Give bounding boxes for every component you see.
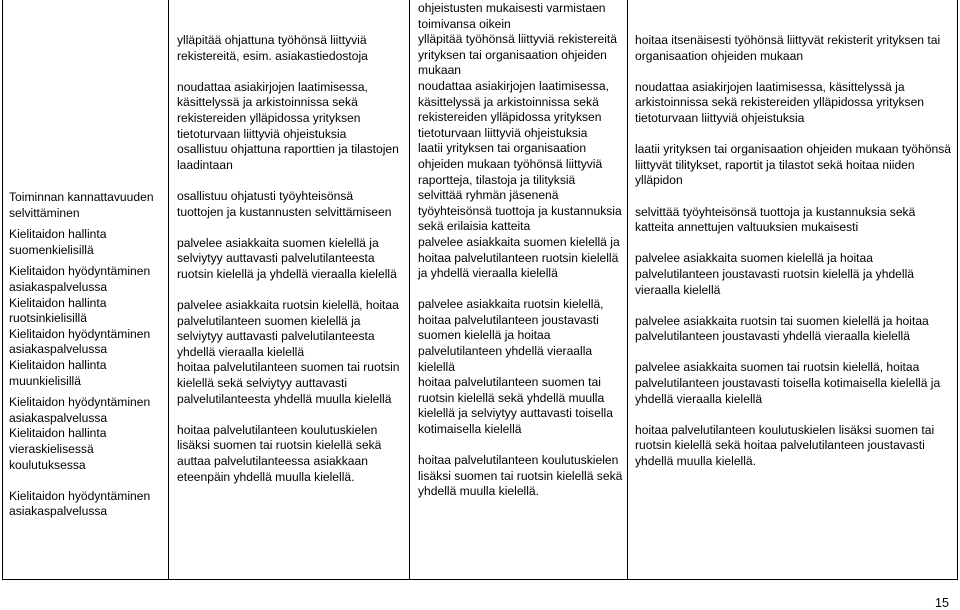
criterion-text: hoitaa palvelutilanteen koulutuskielen lisäksi suomen tai ruotsin kielellä sekä hoitaa palvelutilanteen joustavasti yhdellä muulla kielellä. xyxy=(635,422,935,469)
criterion-text: noudattaa asiakirjojen laatimisessa, käsittelyssä ja arkistoinnissa sekä rekistereiden ylläpidossa yrityksen tietoturvaan liittyviä ohjeistuksia xyxy=(177,79,368,141)
page-number: 15 xyxy=(935,596,949,610)
criterion-text: palvelee asiakkaita suomen tai ruotsin kielellä, hoitaa palvelutilanteen joustavasti toisella kotimaisella kielellä ja yhdellä vieraalla kielellä xyxy=(635,360,941,406)
column-divider xyxy=(409,0,410,579)
level-3-column xyxy=(635,33,957,470)
criterion-text: laatii yrityksen tai organisaation ohjeiden mukaan työhönsä liittyvät tilitykset, raportit ja tilastot sekä hoitaa niiden ylläpidon xyxy=(635,142,951,188)
column-divider xyxy=(627,0,628,579)
criterion-text: palvelee asiakkaita ruotsin tai suomen kielellä ja hoitaa palvelutilanteen joustavasti yhdellä vieraalla kielellä xyxy=(635,313,929,344)
criterion-text: hoitaa palvelutilanteen koulutuskielen lisäksi suomen tai ruotsin kielellä sekä yhdellä muulla kielellä. xyxy=(418,453,623,499)
target-language-foreign-education: Kielitaidon hallinta vieraskielisessä koulutuksessa xyxy=(9,426,107,472)
target-language-use: Kielitaidon hyödyntäminen asiakaspalvelussa xyxy=(9,395,151,425)
criterion-text: noudattaa asiakirjojen laatimisessa, käsittelyssä ja arkistoinnissa sekä rekistereiden ylläpidossa yrityksen tietoturvaan liittyviä ohjeistuksia xyxy=(635,79,925,125)
criterion-text: palvelee asiakkaita ruotsin kielellä, hoitaa palvelutilanteen suomen kielellä ja selviytyy auttavasti palvelutilanteesta yhdellä vieraalla kielellä xyxy=(177,298,399,359)
target-language-use: Kielitaidon hyödyntäminen asiakaspalvelussa xyxy=(9,488,151,519)
criterion-text: hoitaa palvelutilanteen suomen tai ruotsin kielellä sekä selviytyy auttavasti palvelutilanteesta yhdellä muulla kielellä xyxy=(177,360,400,406)
target-language-use: Kielitaidon hyödyntäminen asiakaspalvelussa xyxy=(9,326,151,357)
column-divider xyxy=(168,0,169,579)
criterion-text: palvelee asiakkaita suomen kielellä ja hoitaa palvelutilanteen joustavasti ruotsin kielellä ja yhdellä vieraalla kielellä xyxy=(635,251,914,297)
criterion-text: selvittää työyhteisönsä tuottoja ja kustannuksia sekä katteita annettujen valtuuksien mukaisesti xyxy=(635,204,916,235)
target-language-swedish: Kielitaidon hallinta ruotsinkielisillä xyxy=(9,295,107,326)
criterion-text: ohjeistusten mukaisesti varmistaen toimivansa oikein xyxy=(418,1,606,31)
target-profitability: Toiminnan kannattavuuden selvittäminen xyxy=(9,190,154,220)
criterion-text: palvelee asiakkaita ruotsin kielellä, hoitaa palvelutilanteen joustavasti suomen kielellä ja hoitaa palvelutilanteen yhdellä vieraalla kielellä xyxy=(418,297,604,374)
criterion-text: selvittää ryhmän jäsenenä työyhteisönsä tuottoja ja kustannuksia sekä erilaisia katteita xyxy=(418,188,622,234)
criterion-text: noudattaa asiakirjojen laatimisessa, käsittelyssä ja arkistoinnissa sekä rekistereiden ylläpidossa yrityksen tietoturvaan liittyviä ohjeistuksia xyxy=(418,78,609,140)
level-2-column xyxy=(418,1,623,500)
criterion-text: palvelee asiakkaita suomen kielellä ja selviytyy auttavasti palvelutilanteesta ruotsin kielellä ja yhdellä vieraalla kielellä xyxy=(177,235,397,281)
assessment-targets-column xyxy=(9,190,159,520)
criterion-text: osallistuu ohjatusti työyhteisönsä tuottojen ja kustannusten selvittämiseen xyxy=(177,188,392,219)
criterion-text: hoitaa palvelutilanteen koulutuskielen lisäksi suomen tai ruotsin kielellä sekä auttaa palvelutilanteessa asiakkaan eteenpäin yhdellä muulla kielellä. xyxy=(177,422,382,484)
criterion-text: hoitaa itsenäisesti työhönsä liittyvät rekisterit yrityksen tai organisaation ohjeiden mukaan xyxy=(635,33,941,63)
criterion-text: hoitaa palvelutilanteen suomen tai ruotsin kielellä sekä yhdellä muulla kielellä ja selviytyy auttavasti toisella kotimaisella kielellä xyxy=(418,375,613,437)
criterion-text: osallistuu ohjattuna raporttien ja tilastojen laadintaan xyxy=(177,142,399,172)
criterion-text: palvelee asiakkaita suomen kielellä ja hoitaa palvelutilanteen ruotsin kielellä ja yhdellä vieraalla kielellä xyxy=(418,234,620,281)
criterion-text: laatii yrityksen tai organisaation ohjeiden mukaan työhönsä liittyviä raportteja, tilastoja ja tilityksiä xyxy=(418,141,603,187)
target-language-use: Kielitaidon hyödyntäminen asiakaspalvelussa xyxy=(9,264,151,294)
criterion-text: ylläpitää työhönsä liittyviä rekistereitä yrityksen tai organisaation ohjeiden mukaan xyxy=(418,32,617,78)
criterion-text: ylläpitää ohjattuna työhönsä liittyviä rekistereitä, esim. asiakastiedostoja xyxy=(177,33,368,63)
target-language-finnish: Kielitaidon hallinta suomenkielisillä xyxy=(9,227,107,257)
target-language-other: Kielitaidon hallinta muunkielisillä xyxy=(9,357,107,388)
level-1-column xyxy=(177,33,402,485)
